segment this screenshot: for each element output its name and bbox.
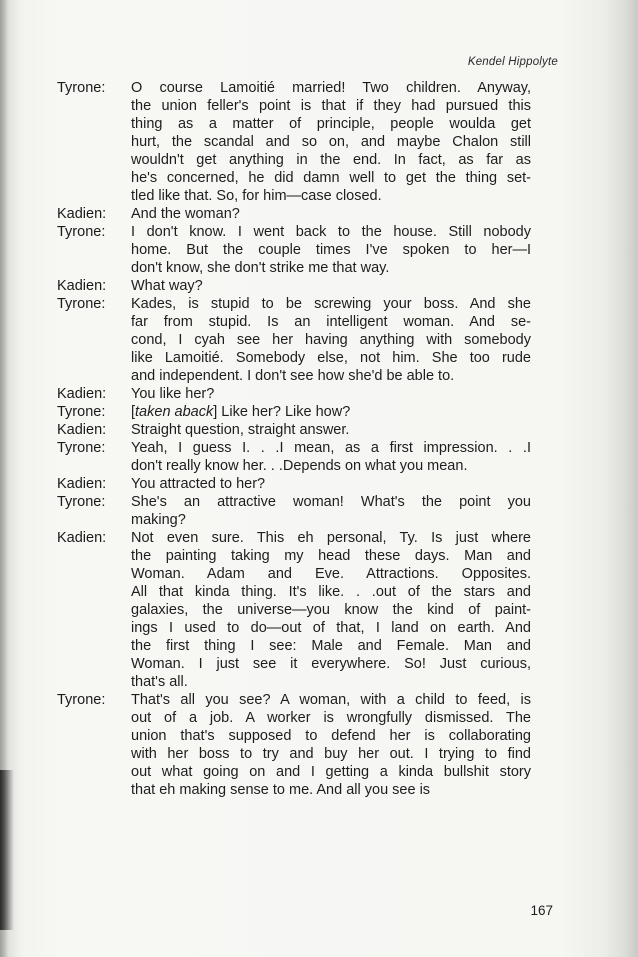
speech-line: don't know, she don't strike me that way.	[131, 260, 390, 276]
speech-line: What way?	[131, 278, 203, 294]
dialogue-entry	[57, 421, 531, 439]
speech-line: Woman. I just see it everywhere. So! Just curious,	[131, 656, 531, 672]
speech-line: that eh making sense to me. And all you see is	[131, 782, 431, 798]
speech-line: ings I used to do—out of that, I land on earth. And	[131, 620, 531, 636]
speech-line: out what going on and I getting a kinda bullshit story	[131, 764, 531, 780]
speech-line: wouldn't get anything in the end. In fact, as far as	[131, 152, 531, 168]
speaker-name: Kadien:	[57, 476, 107, 492]
speech-line: You like her?	[131, 386, 215, 402]
dialogue-entry	[57, 385, 531, 403]
speech-line: the union feller's point is that if they had pursued this	[131, 98, 531, 114]
dialogue-entry	[57, 529, 531, 691]
dialogue-block	[57, 79, 531, 799]
dialogue-entry	[57, 79, 531, 205]
speaker-name: Kadien:	[57, 386, 107, 402]
speech-line: like Lamoitié. Somebody else, not him. She too rude	[131, 350, 531, 366]
dialogue-entry	[57, 493, 531, 529]
speaker-name: Tyrone:	[57, 494, 106, 510]
speech-text	[131, 403, 531, 421]
speech-line: That's all you see? A woman, with a child to feed, is	[131, 692, 531, 708]
dialogue-entry	[57, 403, 531, 421]
speech-text	[131, 205, 531, 223]
speech-line: don't really know her. . .Depends on what you mean.	[131, 458, 468, 474]
speech-line: [taken aback] Like her? Like how?	[131, 404, 351, 420]
speaker-name: Tyrone:	[57, 296, 106, 312]
speech-text	[131, 79, 531, 205]
dialogue-entry	[57, 295, 531, 385]
speech-text	[131, 223, 531, 277]
gutter-shadow-dark	[0, 770, 14, 930]
speech-line: Woman. Adam and Eve. Attractions. Opposites.	[131, 566, 531, 582]
speech-text	[131, 385, 531, 403]
speech-line: union that's supposed to defend her is collaborating	[131, 728, 531, 744]
speaker-name: Tyrone:	[57, 440, 106, 456]
speech-line: galaxies, the universe—you know the kind of paint-	[131, 602, 531, 618]
speaker-name: Tyrone:	[57, 404, 106, 420]
speaker-name: Kadien:	[57, 422, 107, 438]
dialogue-entry	[57, 205, 531, 223]
speech-line: that's all.	[131, 674, 188, 690]
speech-text	[131, 493, 531, 529]
speech-line: Yeah, I guess I. . .I mean, as a first impression. . .I	[131, 440, 531, 456]
stage-direction: taken aback	[135, 404, 214, 420]
speaker-name: Tyrone:	[57, 692, 106, 708]
speaker-name: Kadien:	[57, 530, 107, 546]
speech-line: You attracted to her?	[131, 476, 266, 492]
speech-line: I don't know. I went back to the house. Still nobody	[131, 224, 531, 240]
speech-text	[131, 691, 531, 799]
dialogue-entry	[57, 277, 531, 295]
speech-line: She's an attractive woman! What's the point you	[131, 494, 531, 510]
speech-line: out of a job. A worker is wrongfully dismissed. The	[131, 710, 531, 726]
speaker-name: Kadien:	[57, 278, 107, 294]
speech-line: O course Lamoitié married! Two children. Anyway,	[131, 80, 531, 96]
speech-line: the painting taking my head these days. Man and	[131, 548, 531, 564]
speech-line: far from stupid. Is an intelligent woman. And se-	[131, 314, 531, 330]
speech-line: thing as a matter of principle, people woulda get	[131, 116, 531, 132]
speaker-name: Tyrone:	[57, 80, 106, 96]
speech-line: cond, I cyah see her having anything with somebody	[131, 332, 531, 348]
dialogue-entry	[57, 691, 531, 799]
speech-text	[131, 295, 531, 385]
dialogue-entry	[57, 475, 531, 493]
page-number: 167	[530, 903, 553, 918]
speech-line: tled like that. So, for him—case closed.	[131, 188, 382, 204]
speech-line: Kades, is stupid to be screwing your boss. And she	[131, 296, 531, 312]
speech-line: All that kinda thing. It's like. . .out of the stars and	[131, 584, 531, 600]
speech-line: hurt, the scandal and so on, and maybe Chalon still	[131, 134, 531, 150]
speech-line: the first thing I see: Male and Female. Man and	[131, 638, 531, 654]
speech-line: Not even sure. This eh personal, Ty. Is just where	[131, 530, 531, 546]
speaker-name: Kadien:	[57, 206, 107, 222]
speech-line: and independent. I don't see how she'd be able to.	[131, 368, 455, 384]
speech-text	[131, 475, 531, 493]
speech-line: with her boss to try and buy her out. I trying to find	[131, 746, 531, 762]
speech-line: Straight question, straight answer.	[131, 422, 350, 438]
dialogue-entry	[57, 439, 531, 475]
speech-text	[131, 421, 531, 439]
speech-line: he's concerned, he did damn well to get the thing set-	[131, 170, 531, 186]
speech-line: home. But the couple times I've spoken to her—I	[131, 242, 531, 258]
speech-text	[131, 277, 531, 295]
speech-text	[131, 529, 531, 691]
speech-line: And the woman?	[131, 206, 240, 222]
running-head: Kendel Hippolyte	[467, 56, 558, 68]
speaker-name: Tyrone:	[57, 224, 106, 240]
dialogue-entry	[57, 223, 531, 277]
speech-text	[131, 439, 531, 475]
speech-line: making?	[131, 512, 186, 528]
